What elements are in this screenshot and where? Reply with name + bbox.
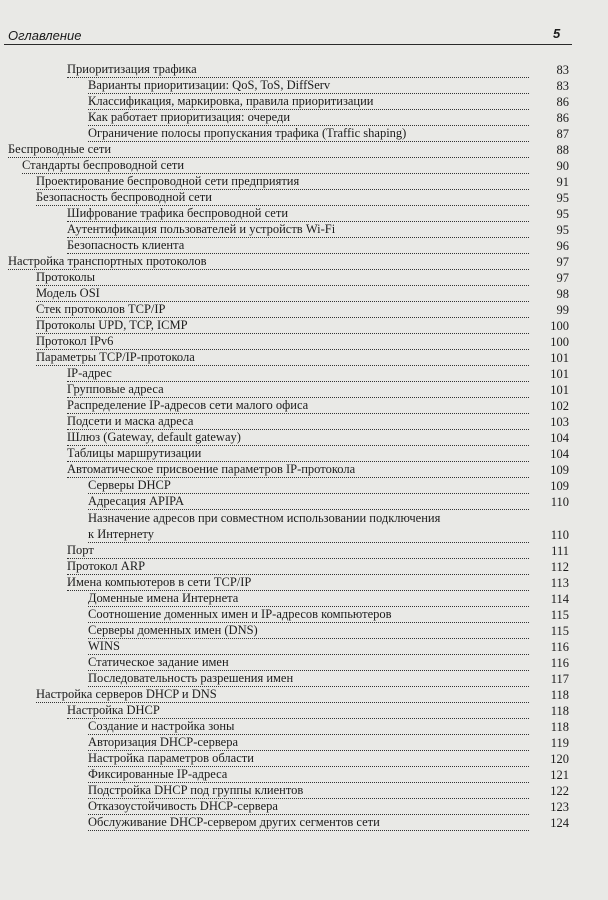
toc-entry-page: 116 (550, 640, 569, 654)
toc-entry (67, 446, 569, 462)
toc-entry-title: Настройка DHCP (67, 703, 160, 717)
toc-entry-page: 110 (550, 495, 569, 509)
toc-entry (88, 799, 569, 815)
toc-entry-title: Протокол IPv6 (36, 334, 114, 348)
toc-entry (67, 575, 569, 591)
toc-entry-page: 97 (556, 255, 569, 269)
toc-entry-page: 122 (550, 784, 569, 798)
toc-entry (67, 238, 569, 254)
toc-entry (88, 719, 569, 735)
toc-entry-page: 104 (550, 431, 569, 445)
toc-entry-page: 118 (550, 704, 569, 718)
toc-entry-title: Протоколы (36, 270, 96, 284)
toc-entry (36, 286, 569, 302)
toc-entry-page: 124 (550, 816, 569, 830)
toc-entry (36, 318, 569, 334)
toc-entry-title: Автоматическое присвоение параметров IP-протокола (67, 462, 356, 476)
toc-entry (88, 126, 569, 142)
toc-entry-title: Создание и настройка зоны (88, 719, 235, 733)
toc-entry (67, 703, 569, 719)
toc-entry-page: 109 (550, 463, 569, 477)
toc-entry-title: Шифрование трафика беспроводной сети (67, 206, 289, 220)
toc-entry-title: Настройка параметров области (88, 751, 254, 765)
toc-entry-title: Распределение IP-адресов сети малого офиса (67, 398, 309, 412)
toc-entry-title: Настройка транспортных протоколов (8, 254, 207, 268)
page-number: 5 (553, 26, 561, 41)
toc-entry-page: 96 (556, 239, 569, 253)
toc-entry-title: Стандарты беспроводной сети (22, 158, 185, 172)
toc-entry-title: WINS (88, 639, 120, 653)
toc-entry (88, 751, 569, 767)
toc-entry-page: 97 (556, 271, 569, 285)
toc-entry-page: 100 (550, 319, 569, 333)
toc-entry-page: 119 (550, 736, 569, 750)
toc-entry-title: Подстройка DHCP под группы клиентов (88, 783, 304, 797)
toc-entry-title: Варианты приоритизации: QoS, ToS, DiffServ (88, 78, 331, 92)
toc-entry (22, 158, 569, 174)
toc-entry-page: 113 (550, 576, 569, 590)
toc-entry-title: Групповые адреса (67, 382, 164, 396)
toc-entry (88, 671, 569, 687)
toc-entry (67, 366, 569, 382)
toc-entry-page: 112 (550, 560, 569, 574)
toc-entry-title: Стек протоколов TCP/IP (36, 302, 166, 316)
toc-entry (8, 254, 569, 270)
toc-entry-page: 121 (550, 768, 569, 782)
toc-entry (88, 591, 569, 607)
toc-entry-page: 83 (556, 79, 569, 93)
toc-entry-title: Модель OSI (36, 286, 100, 300)
toc-entry (36, 302, 569, 318)
toc-entry-page: 117 (550, 672, 569, 686)
toc-entry-page: 87 (556, 127, 569, 141)
toc-entry (88, 767, 569, 783)
toc-entry-title: Безопасность беспроводной сети (36, 190, 212, 204)
toc-entry-page: 116 (550, 656, 569, 670)
toc-entry (88, 494, 569, 510)
toc-entry-page: 101 (550, 351, 569, 365)
toc-entry-title: Серверы доменных имен (DNS) (88, 623, 258, 637)
toc-entry-page: 95 (556, 207, 569, 221)
toc-entry-title: Фиксированные IP-адреса (88, 767, 228, 781)
toc-entry (67, 62, 569, 78)
toc-entry-page: 110 (550, 528, 569, 542)
toc-entry-title: Классификация, маркировка, правила приоритизации (88, 94, 374, 108)
toc-entry-title: Подсети и маска адреса (67, 414, 194, 428)
toc-entry-title: Настройка серверов DHCP и DNS (36, 687, 217, 701)
toc-entry (67, 398, 569, 414)
toc-entry-page: 86 (556, 111, 569, 125)
toc-entry-page: 118 (550, 688, 569, 702)
toc-entry (88, 735, 569, 751)
toc-entry-title: Протокол ARP (67, 559, 146, 573)
toc-entry-page: 120 (550, 752, 569, 766)
toc-entry-page: 86 (556, 95, 569, 109)
header-divider (4, 44, 572, 45)
toc-entry-page: 123 (550, 800, 569, 814)
toc-entry-page: 101 (550, 367, 569, 381)
toc-entry (67, 462, 569, 478)
toc-entry-title: Доменные имена Интернета (88, 591, 239, 605)
toc-entry-page: 101 (550, 383, 569, 397)
toc-entry (88, 815, 569, 831)
page-header (0, 0, 608, 46)
toc-entry-page: 115 (550, 608, 569, 622)
toc-entry (88, 655, 569, 671)
toc-entry (88, 110, 569, 126)
toc-entry (88, 623, 569, 639)
toc-entry-page: 88 (556, 143, 569, 157)
toc-entry-title: Соотношение доменных имен и IP-адресов компьютеров (88, 607, 392, 621)
toc-entry (67, 414, 569, 430)
toc-entry (88, 78, 569, 94)
toc-entry (36, 270, 569, 286)
toc-entry-page: 99 (556, 303, 569, 317)
toc-entry (88, 527, 569, 543)
toc-entry (8, 142, 569, 158)
toc-entry (36, 190, 569, 206)
toc-entry-title: Обслуживание DHCP-сервером других сегментов сети (88, 815, 380, 829)
toc-entry (67, 430, 569, 446)
toc-entry-title: Таблицы маршрутизации (67, 446, 202, 460)
toc-entry-title: IP-адрес (67, 366, 112, 380)
toc-entry (67, 206, 569, 222)
toc-entry (67, 222, 569, 238)
toc-entry-page: 102 (550, 399, 569, 413)
toc-entry-title: Имена компьютеров в сети TCP/IP (67, 575, 252, 589)
toc-entry-title-line1: Назначение адресов при совместном использовании подключения (88, 511, 441, 525)
toc-entry-page: 100 (550, 335, 569, 349)
toc-entry-title: Как работает приоритизация: очереди (88, 110, 291, 124)
toc-entry-page: 98 (556, 287, 569, 301)
toc-entry-title: Статическое задание имен (88, 655, 229, 669)
toc-entry-page: 95 (556, 223, 569, 237)
toc-entry-title: Серверы DHCP (88, 478, 171, 492)
toc-entry (88, 639, 569, 655)
toc-entry-page: 83 (556, 63, 569, 77)
toc-entry (36, 334, 569, 350)
toc-entry-page: 109 (550, 479, 569, 493)
toc-entry (67, 382, 569, 398)
toc-entry (36, 174, 569, 190)
toc-entry-title: Аутентификация пользователей и устройств Wi-Fi (67, 222, 336, 236)
toc-entry-title: Приоритизация трафика (67, 62, 197, 76)
toc-entry-title: Безопасность клиента (67, 238, 185, 252)
toc-entry (36, 687, 569, 703)
toc-entry-title: Беспроводные сети (8, 142, 112, 156)
toc-entry-page: 91 (556, 175, 569, 189)
running-head-title: Оглавление (8, 28, 82, 43)
toc-entry-title: Ограничение полосы пропускания трафика (Traffic shaping) (88, 126, 407, 140)
toc-entry-page: 111 (551, 544, 569, 558)
toc-entry-page: 103 (550, 415, 569, 429)
toc-entry-title: Протоколы UPD, TCP, ICMP (36, 318, 188, 332)
toc-entry-title: Порт (67, 543, 94, 557)
toc-entry (36, 350, 569, 366)
toc-entry-page: 115 (550, 624, 569, 638)
toc-entry-title: Адресация APIPA (88, 494, 184, 508)
toc-entry (88, 783, 569, 799)
toc-entry (67, 543, 569, 559)
toc-entry-title: Шлюз (Gateway, default gateway) (67, 430, 241, 444)
toc-entry-title: Последовательность разрешения имен (88, 671, 294, 685)
toc-entry-title: Проектирование беспроводной сети предприятия (36, 174, 300, 188)
toc-entry-page: 95 (556, 191, 569, 205)
toc-entry-page: 114 (550, 592, 569, 606)
toc-entry-page: 104 (550, 447, 569, 461)
toc-entry (88, 478, 569, 494)
toc-entry-title: Авторизация DHCP-сервера (88, 735, 239, 749)
toc-entry-title: Параметры TCP/IP-протокола (36, 350, 195, 364)
toc-entry-page: 118 (550, 720, 569, 734)
toc-entry-title-line2: к Интернету (88, 527, 154, 541)
toc-entry (88, 607, 569, 623)
toc-entry (88, 94, 569, 110)
toc-entry-title: Отказоустойчивость DHCP-сервера (88, 799, 278, 813)
toc-entry-page: 90 (556, 159, 569, 173)
toc-entry (67, 559, 569, 575)
